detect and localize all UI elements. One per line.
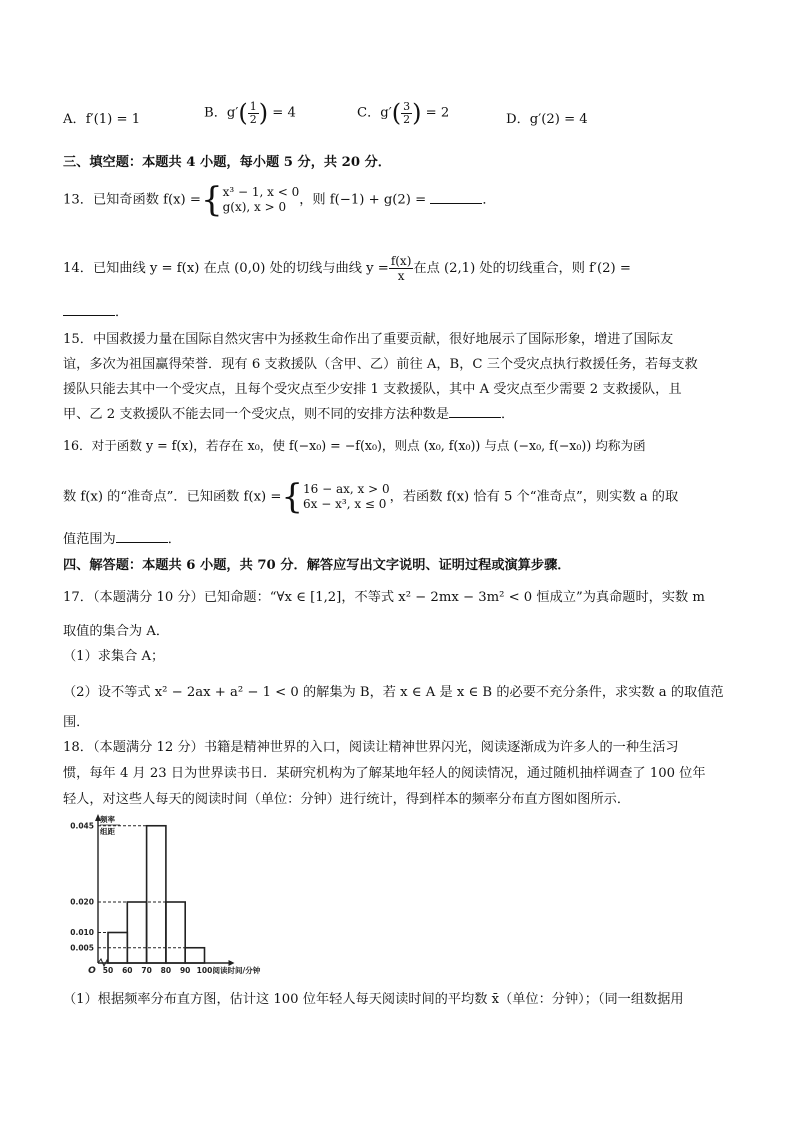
q16-line-3-text: 值范围为 bbox=[63, 532, 116, 547]
option-b: B．g′( $\frac{1}{2}$ ) = 4 bbox=[204, 99, 296, 127]
option-b-prefix: B．g′ bbox=[204, 105, 239, 121]
x-tick-label: 90 bbox=[179, 966, 191, 975]
x-tick-label: 50 bbox=[102, 966, 114, 975]
histogram-bar bbox=[185, 948, 204, 963]
q17-part-2-end: 围． bbox=[63, 715, 90, 730]
q14-prefix: 14．已知曲线 y = f(x) 在点 (0,0) 处的切线与曲线 y = bbox=[63, 261, 389, 276]
y-tick-label: 0.020 bbox=[70, 897, 94, 907]
x-tick-label: 100 bbox=[196, 966, 213, 975]
y-tick-label: 0.005 bbox=[70, 943, 94, 953]
q16-line-2-prefix: 数 f(x) 的“准奇点”．已知函数 f(x) = bbox=[63, 489, 282, 505]
q17-line-1: 17．（本题满分 10 分）已知命题：“∀x ∈ [1,2]，不等式 x² − 2mx − 3m² < 0 恒成立”为真命题时，实数 m bbox=[63, 590, 705, 605]
q15-blank bbox=[449, 405, 501, 418]
q16-line-1: 16．对于函数 y = f(x)，若存在 x₀，使 f(−x₀) = −f(x₀)，则点 (x₀, f(x₀)) 与点 (−x₀, f(−x₀)) 均称为函 bbox=[63, 438, 646, 453]
x-tick-label: 70 bbox=[141, 966, 152, 975]
option-d bbox=[506, 108, 588, 127]
q14-fraction: $\frac{f(x)}{x}$ bbox=[390, 254, 412, 283]
option-c-fraction: $\frac{3}{2}$ bbox=[403, 99, 411, 126]
q13-piecewise: x³ − 1, x < 0 g(x), x > 0 bbox=[222, 185, 300, 214]
q15-line-1: 15．中国救援力量在国际自然灾害中为拯救生命作出了重要贡献，很好地展示了国际形象，增进了国际友 bbox=[63, 332, 674, 347]
y-tick-label: 0.045 bbox=[70, 821, 94, 831]
q17-line-2: 取值的集合为 A． bbox=[63, 624, 170, 639]
section4-heading: 四、解答题：本题共 6 小题，共 70 分．解答应写出文字说明、证明过程或演算步骤． bbox=[63, 558, 571, 573]
q14-blank-line: ． bbox=[63, 303, 128, 323]
q16-piecewise: 16 − ax, x > 0 6x − x³, x ≤ 0 bbox=[303, 482, 390, 511]
q14-blank bbox=[63, 303, 115, 316]
q18-line-1: 18．（本题满分 12 分）书籍是精神世界的入口，阅读让精神世界闪光，阅读逐渐成为许多人的一种生活习 bbox=[63, 740, 679, 755]
option-c-value: = 2 bbox=[425, 105, 450, 121]
q18-line-3: 轻人，对这些人每天的阅读时间（单位：分钟）进行统计，得到样本的频率分布直方图如图所示． bbox=[63, 792, 631, 807]
section3-heading: 三、填空题：本题共 4 小题，每小题 5 分，共 20 分． bbox=[63, 155, 391, 170]
q13-prefix: 13．已知奇函数 f(x) = bbox=[63, 192, 201, 208]
q16-line-2: 数 f(x) 的“准奇点”．已知函数 f(x) ={ 16 − ax, x > 0 6x − x³, x ≤ 0 ，若函数 f(x) 恰有 5 个“准奇点”，则实数 a 的取 bbox=[63, 477, 679, 517]
q18-part-1: （1）根据频率分布直方图，估计这 100 位年轻人每天阅读时间的平均数 x̄（单位：分钟）；（同一组数据用 bbox=[63, 992, 684, 1007]
option-c-prefix: C．g′ bbox=[357, 105, 392, 121]
q17-part-1: （1）求集合 A； bbox=[63, 649, 165, 664]
option-b-fraction: $\frac{1}{2}$ bbox=[249, 99, 257, 126]
q13-blank bbox=[430, 191, 482, 204]
y-axis-label-bottom: 组距 bbox=[100, 827, 115, 836]
q15-line-3: 援队只能去其中一个受灾点，且每个受灾点至少安排 1 支救援队，其中 A 受灾点至少需要 2 支救援队，且 bbox=[63, 382, 682, 397]
x-tick-label: 60 bbox=[122, 966, 133, 975]
option-a bbox=[63, 108, 140, 127]
q15-line-2: 谊，多次为祖国赢得荣誉．现有 6 支救援队（含甲、乙）前往 A，B，C 三个受灾点执行救援任务，若每支救 bbox=[63, 357, 698, 372]
q16-blank bbox=[116, 530, 168, 543]
question-13: 13．已知奇函数 f(x) ={ x³ − 1, x < 0 g(x), x > 0 ，则 f(−1) + g(2) = ． bbox=[63, 180, 496, 220]
q16-line-3: 值范围为 ． bbox=[63, 532, 181, 547]
histogram-bar bbox=[166, 902, 185, 963]
q15-line-4: 甲、乙 2 支救援队不能去同一个受灾点，则不同的安排方法种数是 ． bbox=[63, 407, 515, 422]
x-axis-label: 阅读时间/分钟 bbox=[212, 966, 261, 975]
histogram-bar bbox=[127, 902, 146, 963]
y-tick-label: 0.010 bbox=[70, 928, 94, 937]
option-c: C．g′( $\frac{3}{2}$ ) = 2 bbox=[357, 99, 450, 127]
q15-line-4-text: 甲、乙 2 支救援队不能去同一个受灾点，则不同的安排方法种数是 bbox=[63, 407, 450, 422]
q13-suffix: ，则 f(−1) + g(2) = bbox=[299, 192, 427, 208]
q17-part-2: （2）设不等式 x² − 2ax + a² − 1 < 0 的解集为 B，若 x ∈ A 是 x ∈ B 的必要不充分条件，求实数 a 的取值范 bbox=[63, 685, 724, 700]
y-axis-label-top: 频率 bbox=[100, 815, 115, 824]
question-14 bbox=[63, 254, 631, 283]
origin-label: O bbox=[88, 966, 96, 976]
frequency-histogram bbox=[60, 812, 300, 982]
option-b-value: = 4 bbox=[272, 105, 296, 121]
option-a-text: A．f′(1) = 1 bbox=[63, 112, 141, 127]
histogram-bar bbox=[147, 826, 166, 963]
q14-suffix: 在点 (2,1) 处的切线重合，则 f′(2) = bbox=[413, 261, 631, 276]
x-tick-label: 80 bbox=[160, 966, 172, 975]
q16-line-2-suffix: ，若函数 f(x) 恰有 5 个“准奇点”，则实数 a 的取 bbox=[389, 489, 679, 505]
q18-line-2: 惯，每年 4 月 23 日为世界读书日．某研究机构为了解某地年轻人的阅读情况，通过随机抽样调查了 100 位年 bbox=[63, 766, 706, 781]
option-d-text: D．g′(2) = 4 bbox=[506, 112, 588, 127]
